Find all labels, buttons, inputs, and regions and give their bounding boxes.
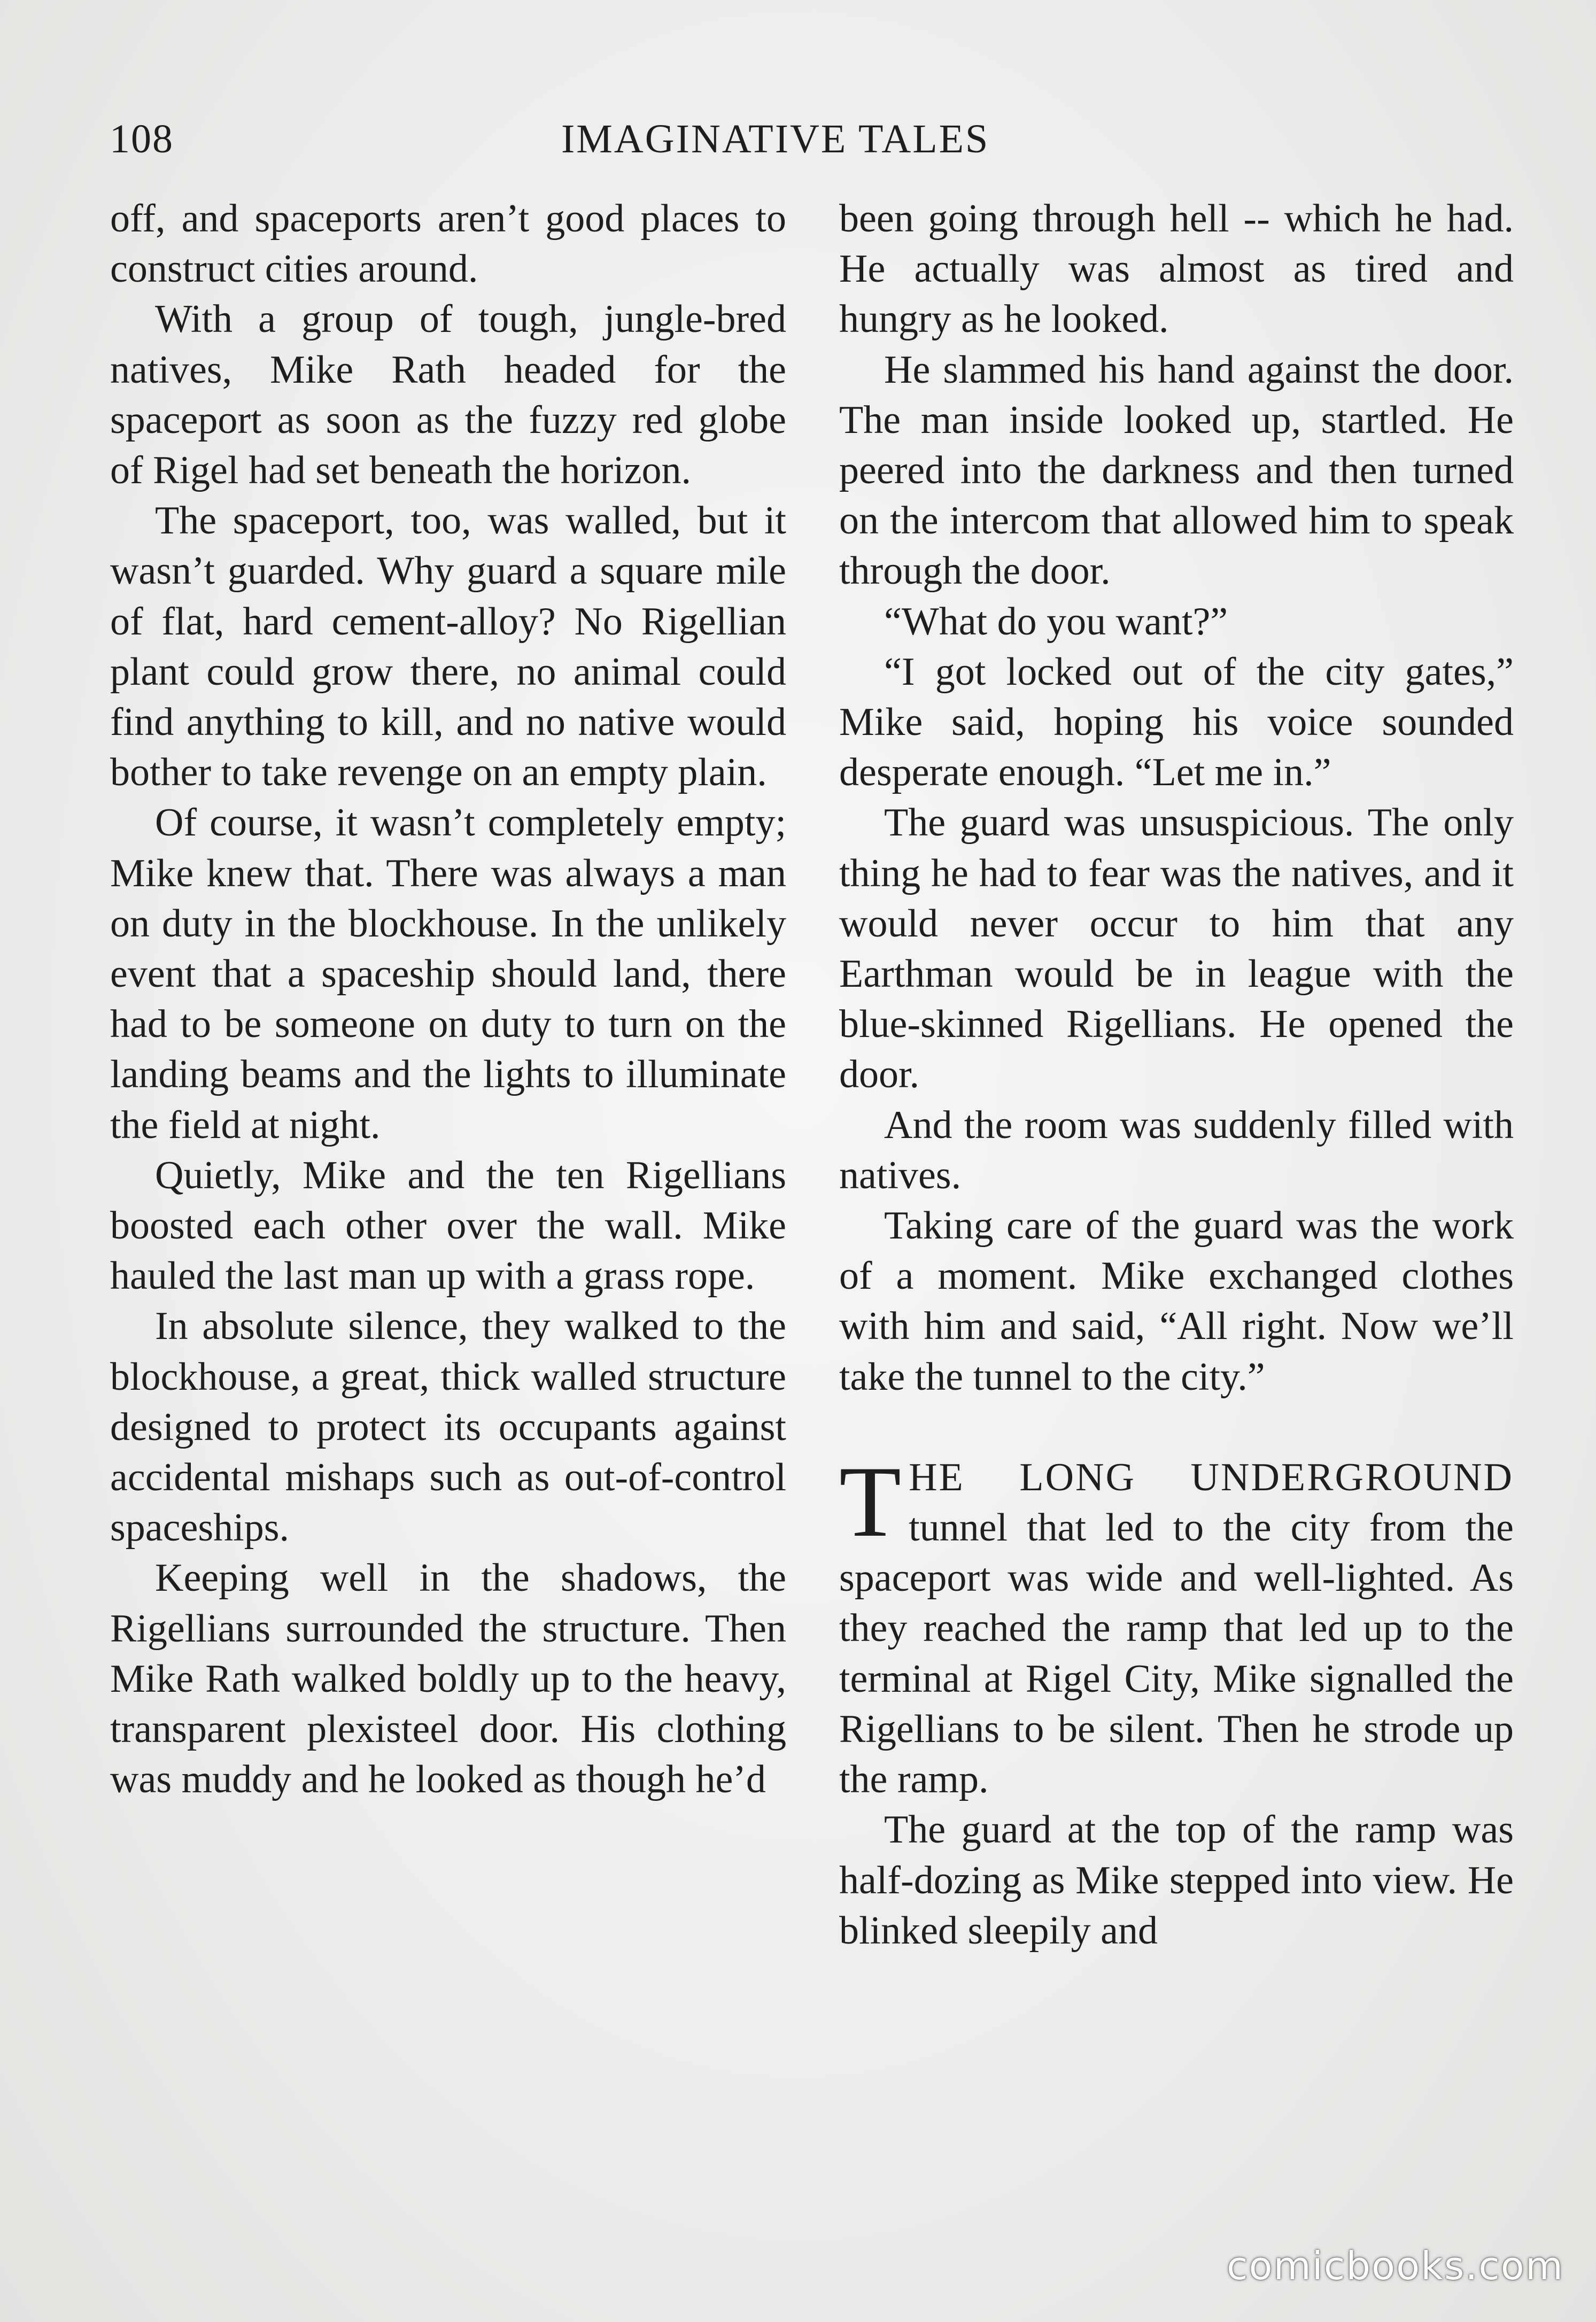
paragraph: off, and spaceports aren’t good places to construct cities around. (110, 197, 786, 291)
paragraph: Quietly, Mike and the ten Rigellians boosted each other over the wall. Mike hauled the last man up with a grass rope. (110, 1153, 786, 1298)
paragraph: In absolute silence, they walked to the blockhouse, a great, thick walled structure designed to protect its occupants against accidental mishaps such as out-of-control spaceships. (110, 1304, 786, 1550)
section-break (839, 1445, 1514, 1956)
page-number: 108 (110, 117, 174, 161)
paragraph: The guard at the top of the ramp was half-dozing as Mike stepped into view. He blinked sleepily and (839, 1808, 1514, 1953)
paragraph: The spaceport, too, was walled, but it wasn’t guarded. Why guard a square mile of flat, hard cement-alloy? No Rigellian plant could grow there, no animal could find anything to kill, and no native would bother to take revenge on an empty plain. (110, 499, 786, 795)
paragraph: With a group of tough, jungle-bred natives, Mike Rath headed for the spaceport as soon as the fuzzy red globe of Rigel had set beneath the horizon. (110, 297, 786, 493)
watermark: comicbooks.com (1226, 2243, 1564, 2288)
paragraph: “What do you want?” (884, 599, 1228, 644)
drop-cap: T (839, 1445, 902, 1558)
paragraph: Keeping well in the shadows, the Rigellians surrounded the structure. Then Mike Rath walked boldly up to the heavy, transparent plexisteel door. His clothing was muddy and he looked as though he’d (110, 1556, 786, 1802)
paragraph: been going through hell -- which he had. He actually was almost as tired and hungry as he looked. (839, 197, 1514, 342)
section-opening-text: tunnel that led to the city from the spaceport was wide and well-lighted. As they reached the ramp that led up to the terminal at Rigel City, Mike signalled the Rigellians to be silent. Then he strode up the ramp. (839, 1506, 1514, 1802)
paragraph: Taking care of the guard was the work of a moment. Mike exchanged clothes with him and said, “All right. Now we’ll take the tunnel to the city.” (839, 1204, 1514, 1399)
left-column (110, 194, 786, 1805)
right-column (839, 194, 1514, 1956)
paragraph: The guard was unsuspicious. The only thing he had to fear was the natives, and it would never occur to him that any Earthman would be in league with the blue-skinned Rigellians. He opened the door. (839, 801, 1514, 1097)
section-lead-in: HE LONG UNDERGROUND (909, 1455, 1514, 1499)
paragraph: He slammed his hand against the door. The man inside looked up, startled. He peered into the darkness and then turned on the intercom that allowed him to speak through the door. (839, 347, 1514, 593)
section-opening-paragraph (839, 1445, 1514, 1805)
paragraph: “I got locked out of the city gates,” Mike said, hoping his voice sounded desperate enough. “Let me in.” (839, 649, 1514, 795)
paragraph: And the room was suddenly filled with natives. (839, 1103, 1514, 1197)
running-head: IMAGINATIVE TALES (561, 117, 990, 161)
paragraph: Of course, it wasn’t completely empty; Mike knew that. There was always a man on duty in the blockhouse. In the unlikely event that a spaceship should land, there had to be someone on duty to turn on the landing beams and the lights to illuminate the field at night. (110, 801, 786, 1147)
